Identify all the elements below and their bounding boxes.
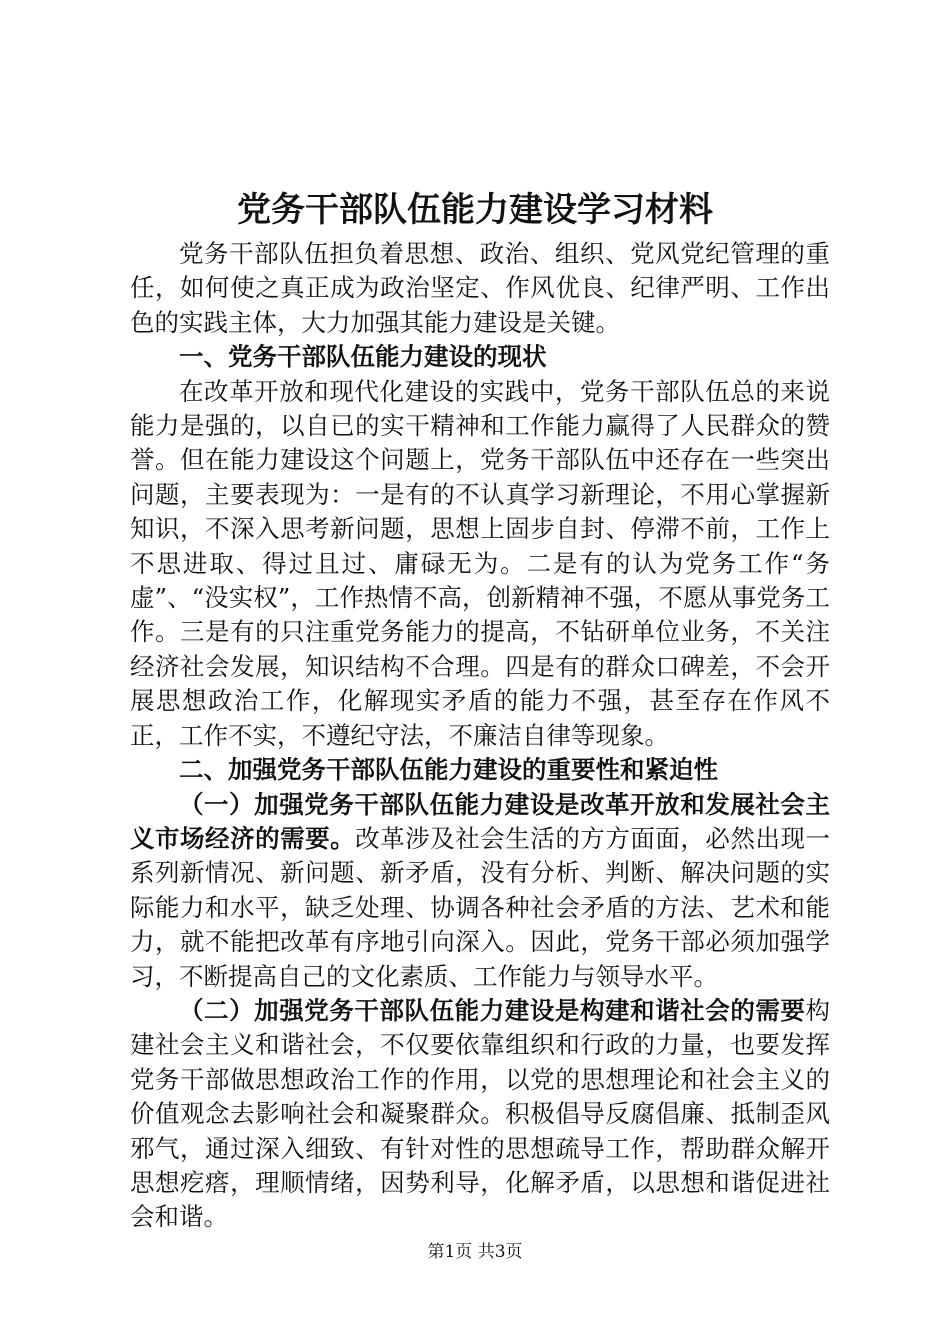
document-body	[130, 237, 830, 1235]
status-paragraph: 在改革开放和现代化建设的实践中，党务干部队伍总的来说能力是强的，以自已的实干精神和工作能力赢得了人民群众的赞誉。但在能力建设这个问题上，党务干部队伍中还存在一些突出问题，主要表现为：一是有的不认真学习新理论，不用心掌握新知识，不深入思考新问题，思想上固步自封、停滞不前，工作上不思进取、得过且过、庸碌无为。二是有的认为党务工作“务虚”、“没实权”，工作热情不高，创新精神不强，不愿从事党务工作。三是有的只注重党务能力的提高，不钻研单位业务，不关注经济社会发展，知识结构不合理。四是有的群众口碑差，不会开展思想政治工作，化解现实矛盾的能力不强，甚至存在作风不正，工作不实，不遵纪守法，不廉洁自律等现象。	[130, 376, 830, 750]
intro-paragraph: 党务干部队伍担负着思想、政治、组织、党风党纪管理的重任，如何使之真正成为政治坚定、作风优良、纪律严明、工作出色的实践主体，大力加强其能力建设是关键。	[130, 239, 830, 337]
subsection-paragraph-2	[130, 994, 830, 1235]
document-title: 党务干部队伍能力建设学习材料	[237, 190, 713, 230]
subsection-lead-1: （一）加强党务干部队伍能力建设是改革开放和发展社会主义市场经济的需要。	[130, 789, 830, 853]
page-footer: 第1页 共3页	[427, 1242, 523, 1262]
subsection-text-1: 改革涉及社会生活的方方面面，必然出现一系列新情况、新问题、新矛盾，没有分析、判断、解决问题的实际能力和水平，缺乏处理、协调各种社会矛盾的方法、艺术和能力，就不能把改革有序地引向深入。因此，党务干部必须加强学习，不断提高自己的文化素质、工作能力与领导水平。	[130, 823, 831, 991]
subsection-text-2: 构建社会主义和谐社会，不仅要依靠组织和行政的力量，也要发挥党务干部做思想政治工作的作用，以党的思想理论和社会主义的价值观念去影响社会和凝聚群众。积极倡导反腐倡廉、抵制歪风邪气，通过深入细致、有针对性的思想疏导工作，帮助群众解开思想疙瘩，理顺情绪，因势利导，化解矛盾，以思想和谐促进社会和谐。	[130, 995, 830, 1232]
section-heading-1: 一、党务干部队伍能力建设的现状	[179, 342, 547, 372]
section-heading-2: 二、加强党务干部队伍能力建设的重要性和紧迫性	[179, 755, 718, 785]
subsection-lead-2: （二）加强党务干部队伍能力建设是构建和谐社会的需要	[179, 995, 806, 1025]
subsection-paragraph-1	[130, 788, 830, 994]
